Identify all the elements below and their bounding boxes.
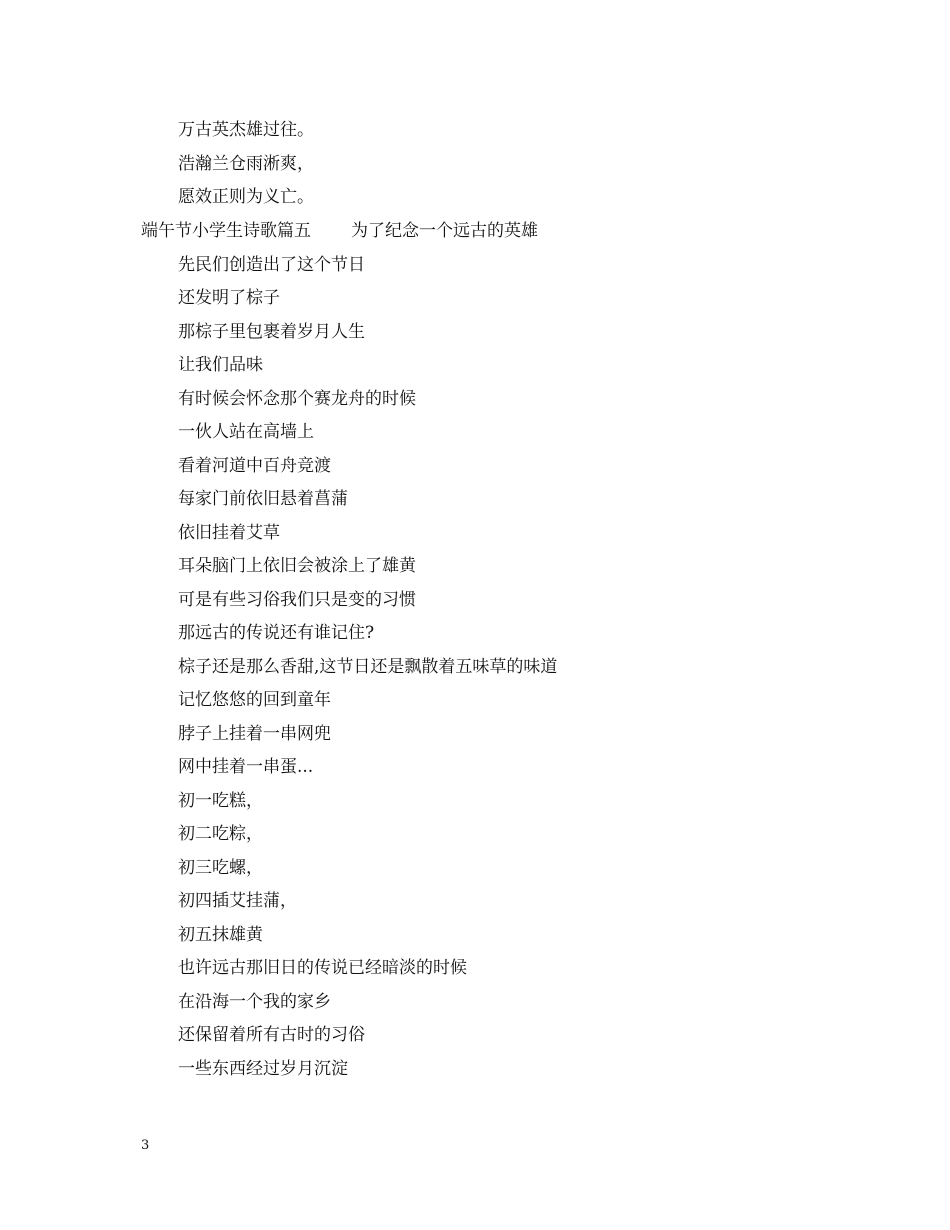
page-number: 3: [141, 1138, 150, 1153]
poem-line: 初二吃粽，: [178, 824, 263, 844]
poem-line: 棕子还是那么香甜,这节日还是飘散着五味草的味道: [178, 657, 558, 677]
poem-line: 万古英杰雄过往。: [178, 120, 314, 140]
poem-line: 网中挂着一串蛋...: [178, 757, 314, 777]
poem-line: 每家门前依旧悬着菖蒲: [178, 489, 348, 509]
poem-line: 一些东西经过岁月沉淀: [178, 1059, 348, 1079]
poem-first-line: 为了纪念一个远古的英雄: [351, 221, 538, 241]
poem-line: 可是有些习俗我们只是变的习惯: [178, 590, 416, 610]
poem-line: 愿效正则为义亡。: [178, 187, 314, 207]
poem-line: 先民们创造出了这个节日: [178, 255, 365, 275]
poem-line: 看着河道中百舟竞渡: [178, 456, 331, 476]
poem-line: 脖子上挂着一串网兜: [178, 724, 331, 744]
section-heading-line: [141, 220, 538, 242]
poem-line: 那棕子里包裹着岁月人生: [178, 322, 365, 342]
poem-line: 也许远古那旧日的传说已经暗淡的时候: [178, 958, 467, 978]
section-title: 端午节小学生诗歌篇五: [141, 221, 311, 241]
poem-line: 依旧挂着艾草: [178, 523, 280, 543]
poem-line: 在沿海一个我的家乡: [178, 992, 331, 1012]
poem-line: 有时候会怀念那个赛龙舟的时候: [178, 389, 416, 409]
poem-line: 那远古的传说还有谁记住?: [178, 623, 375, 643]
poem-line: 初四插艾挂蒲，: [178, 891, 297, 911]
poem-line: 还保留着所有古时的习俗: [178, 1025, 365, 1045]
poem-line: 一伙人站在高墙上: [178, 422, 314, 442]
poem-line: 初一吃糕，: [178, 791, 263, 811]
poem-line: 初五抹雄黄: [178, 925, 263, 945]
poem-line: 记忆悠悠的回到童年: [178, 690, 331, 710]
poem-line: 让我们品味: [178, 355, 263, 375]
poem-line: 浩瀚兰仓雨淅爽，: [178, 154, 314, 174]
poem-line: 耳朵脑门上依旧会被涂上了雄黄: [178, 556, 416, 576]
poem-line: 还发明了棕子: [178, 288, 280, 308]
poem-line: 初三吃螺，: [178, 858, 263, 878]
